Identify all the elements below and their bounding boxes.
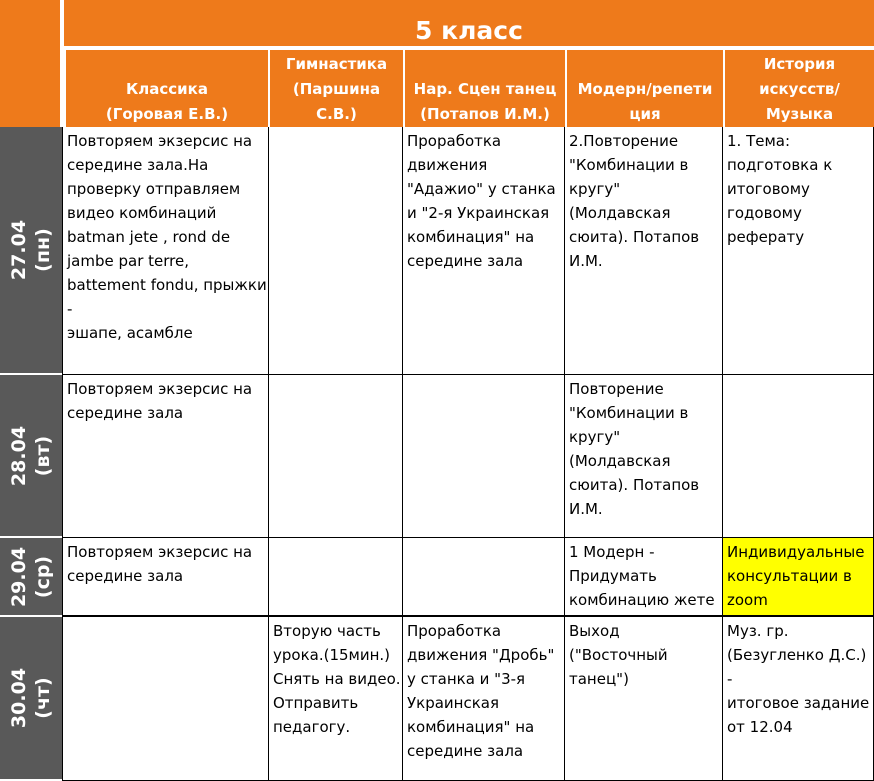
day-label-monday (0, 127, 62, 375)
cell-thu-gymnastics: Вторую часть урока.(15мин.) Снять на видео. Отправить педагогу. (269, 617, 403, 781)
cell-mon-folk: Проработка движения "Адажио" у станка и "2-я Украинская комбинация" на середине зала (403, 127, 565, 375)
header-classic: Классика (Горовая Е.В.) (64, 50, 268, 127)
class-title: 5 класс (64, 0, 874, 48)
cell-mon-gymnastics (269, 127, 403, 375)
cell-wed-gymnastics (269, 538, 403, 617)
corner-cell (0, 0, 62, 127)
day-text: 27.04 (пн) (8, 219, 54, 281)
header-gymnastics: Гимнастика (Паршина С.В.) (268, 50, 403, 127)
cell-thu-folk: Проработка движения "Дробь" у станка и "3-я Украинская комбинация" на середине зала (403, 617, 565, 781)
cell-tue-classic: Повторяем экзерсис на середине зала (62, 375, 269, 538)
day-label-thursday (0, 617, 62, 781)
cell-thu-modern: Выход ("Восточный танец") (565, 617, 723, 781)
cell-mon-classic: Повторяем экзерсис на середине зала.На проверку отправляем видео комбинаций batman jete , rond de jambe par terre, battement fondu, прыжки - эшапе, асамбле (62, 127, 269, 375)
day-text: 29.04 (ср) (7, 546, 54, 607)
cell-wed-classic: Повторяем экзерсис на середине зала (62, 538, 269, 617)
cell-thu-classic (62, 617, 269, 781)
cell-thu-history: Муз. гр. (Безугленко Д.С.) - итоговое задание от 12.04 (723, 617, 874, 781)
cell-tue-modern: Повторение "Комбинации в кругу" (Молдавская сюита). Потапов И.М. (565, 375, 723, 538)
day-label-tuesday (0, 375, 62, 538)
day-label-wednesday (0, 538, 62, 617)
cell-tue-folk (403, 375, 565, 538)
cell-wed-folk (403, 538, 565, 617)
cell-tue-gymnastics (269, 375, 403, 538)
cell-tue-history (723, 375, 874, 538)
day-text: 28.04 (вт) (8, 425, 54, 486)
header-modern: Модерн/репети ция (565, 50, 723, 127)
header-folk-dance: Нар. Сцен танец (Потапов И.М.) (403, 50, 565, 127)
header-art-history: История искусств/ Музыка (723, 50, 874, 127)
day-text: 30.04 (чт) (8, 667, 54, 729)
cell-mon-modern: 2.Повторение "Комбинации в кругу" (Молдавская сюита). Потапов И.М. (565, 127, 723, 375)
cell-mon-history: 1. Тема: подготовка к итоговому годовому реферату (723, 127, 874, 375)
cell-wed-history-highlight: Индивидуальные консультации в zoom (723, 538, 874, 617)
cell-wed-modern: 1 Модерн - Придумать комбинацию жете (565, 538, 723, 617)
